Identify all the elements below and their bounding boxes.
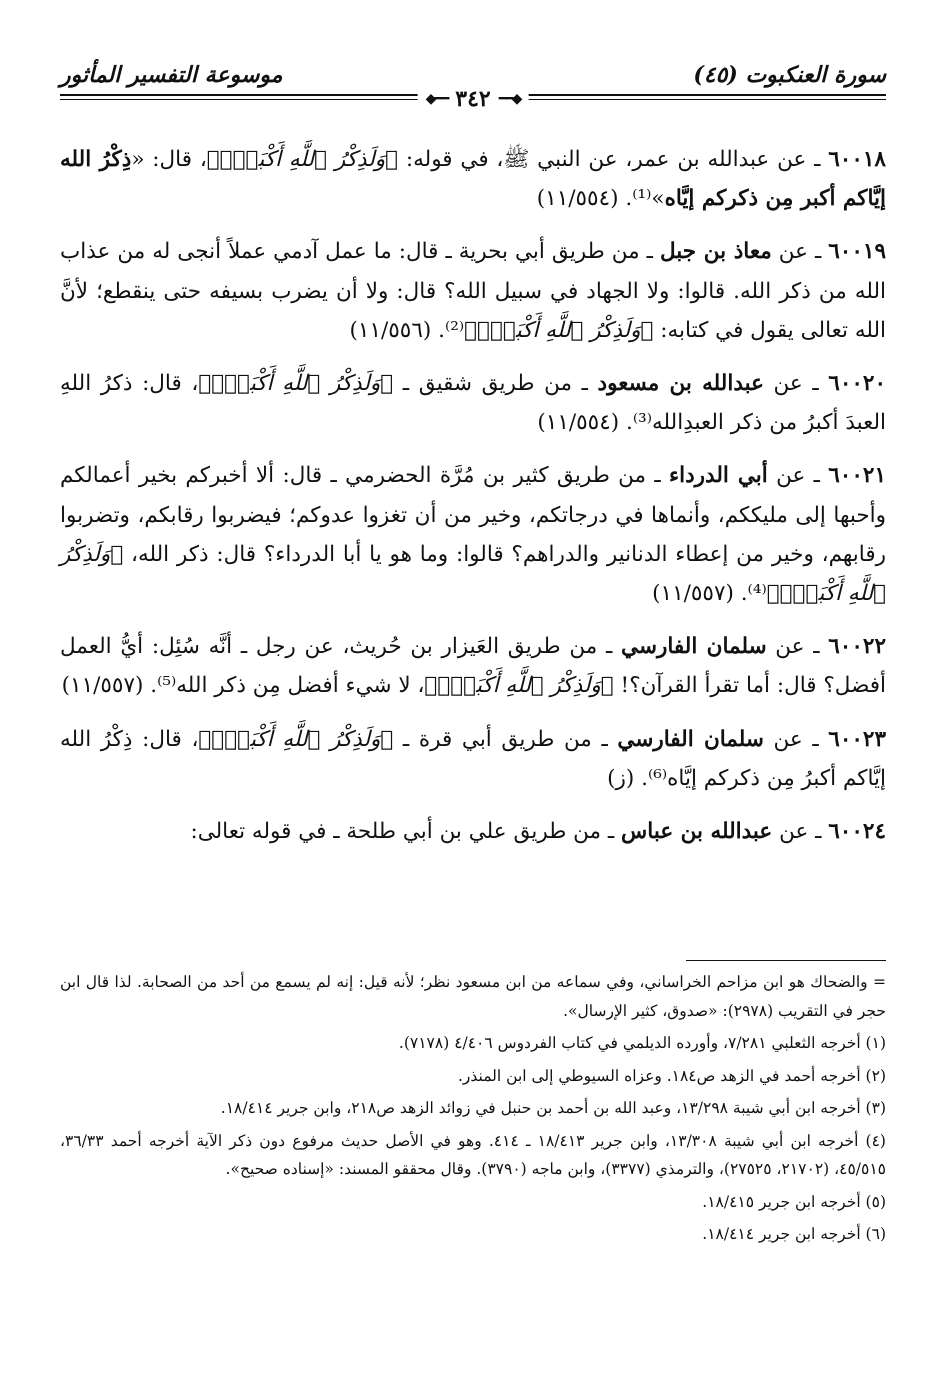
surah-title: سورة العنكبوت (٤٥) [693, 62, 886, 88]
entry [60, 140, 886, 218]
entry-number: ٦٠٠١٨ [828, 147, 886, 172]
footnote-6: (٦) أخرجه ابن جرير ١٨/٤١٤. [702, 1225, 886, 1243]
quran-quote: ﴿وَلَذِكْرُ ٱللَّهِ أَكْبَرُۗ﴾ [60, 541, 886, 607]
entry-number: ٦٠٠٢٢ [828, 634, 886, 660]
quran-quote: ﴿وَلَذِكْرُ ٱللَّهِ أَكْبَرُۗ﴾ [206, 147, 399, 172]
entry-lead: ـ عن [763, 726, 829, 752]
entry-end: ، قال: ذكرُ اللهِ العبدَ أكبرُ من ذكر العبدِالله⁽³⁾. (١١/٥٥٤) [60, 371, 886, 436]
entry-text: ـ من طريق شقيق ـ [393, 371, 598, 397]
entry-lead: ـ عن [766, 634, 829, 660]
entry-text: ـ من طريق كثير بن مُرَّة الحضرمي ـ قال: ألا أخبركم بخير أعمالكم وأحبها إلى مليككم، وأنماها في درجاتكم، وخير من أن تغزوا عدوكم؛ فيضربوا رقابكم، وتضربوا رقابهم، وخير من إعطاء الدنانير والدراهم؟ قالوا: وما هو يا أبا الدرداء؟ قال: ذكر الله، [60, 463, 886, 567]
quran-quote: ﴿وَلَذِكْرُ ٱللَّهِ أَكْبَرُۗ﴾ [198, 371, 394, 397]
book-title: موسوعة التفسير المأثور [60, 62, 283, 88]
narrator-name: سلمان الفارسي [621, 634, 767, 660]
entry-number: ٦٠٠٢١ [828, 463, 886, 489]
narrator-name: أبي الدرداء [669, 463, 768, 489]
main-text [60, 140, 886, 865]
entry-end: ⁽⁴⁾. (١١/٥٥٧) [652, 581, 767, 607]
footnote-5: (٥) أخرجه ابن جرير ١٨/٤١٥. [702, 1192, 886, 1211]
entry-end: ، لا شيء أفضل مِن ذكر الله⁽⁵⁾. (١١/٥٥٧) [61, 673, 425, 699]
footnote-separator [686, 960, 886, 961]
footnote-2: (٢) أخرجه أحمد في الزهد ص١٨٤. وعزاه السيوطي إلى ابن المنذر. [458, 1066, 886, 1085]
footnote-continued: = والضحاك هو ابن مزاحم الخراساني، وفي سماعه من ابن مسعود نظر؛ لأنه قيل: إنه لم يسمع من أحد من الصحابة. لذا قال ابن حجر في التقريب (٢٩٧٨): «صدوق، كثير الإرسال». [60, 973, 886, 1020]
page-number: ٣٤٢ [455, 86, 491, 112]
entry-lead: ـ عن [772, 819, 829, 845]
entry [60, 232, 886, 350]
ornament-right-icon: ━━◆ [498, 91, 521, 107]
entry [60, 364, 886, 442]
quran-quote: ﴿وَلَذِكْرُ ٱللَّهِ أَكْبَرُۗ﴾ [198, 726, 394, 752]
entry-text: ـ من طريق أبي بحرية ـ قال: ما عمل آدمي عملاً أنجى له من عذاب الله من ذكر الله. قالوا: ولا الجهاد في سبيل الله؟ قال: ولا أن يضرب بسيفه حتى ينقطع؛ لأنَّ الله تعالى يقول في كتابه: [60, 239, 886, 343]
entry [60, 627, 886, 705]
footnote-1: (١) أخرجه الثعلبي ٧/٢٨١، وأورده الديلمي في كتاب الفردوس ٤/٤٠٦ (٧١٧٨). [398, 1034, 886, 1052]
footnotes [60, 968, 886, 1253]
entry-end: »⁽¹⁾. (١١/٥٥٤) [536, 186, 665, 212]
footnote-4: (٤) أخرجه ابن أبي شيبة ١٣/٣٠٨، وابن جرير ١٨/٤١٣ ـ ٤١٤. وهو في الأصل حديث مرفوع دون ذكر الآية أخرجه أحمد ٣٦/٣٣، ٤٥/٥١٥، (٢١٧٠٢، ٢٧٥٢٥)، والترمذي (٣٣٧٧)، وابن ماجه (٣٧٩٠). وقال محققو المسند: «إسناده صحيح». [60, 1131, 886, 1178]
entry-text: ـ من طريق علي بن أبي طلحة ـ في قوله تعالى: [190, 819, 622, 845]
hadith-text: ذِكْرُ الله إيَّاكم أكبر مِن ذكركم إيَّاه [60, 147, 886, 212]
entry-text: ـ من طريق أبي قرة ـ [393, 726, 618, 752]
entry-end: ⁽²⁾. (١١/٥٥٦) [349, 317, 465, 343]
entry-number: ٦٠٠٢٠ [828, 371, 887, 397]
entry-tail: ، قال: « [131, 147, 207, 172]
entry-number: ٦٠٠٢٣ [828, 726, 887, 752]
entry-number: ٦٠٠١٩ [828, 239, 886, 265]
entry-lead: ـ عن [771, 239, 829, 265]
entry-lead: ـ عن [763, 371, 829, 397]
quran-quote: ﴿وَلَذِكْرُ ٱللَّهِ أَكْبَرُۗ﴾ [424, 673, 614, 699]
entry [60, 456, 886, 613]
page-number-box [418, 86, 529, 112]
narrator-name: عبدالله بن عباس [621, 819, 773, 845]
entry [60, 720, 886, 798]
entry-lead: ـ عن [767, 463, 829, 489]
page-header [60, 62, 886, 112]
entry-text: ـ من طريق العَيزار بن حُريث، عن رجل ـ أنَّه سُئِل: أيُّ العمل أفضل؟ قال: أما تقرأ القرآن؟! [60, 634, 886, 699]
ornament-left-icon: ◆━━ [425, 91, 448, 107]
narrator-name: معاذ بن جبل [659, 239, 772, 265]
entry-lead: ـ عن عبدالله بن عمر، عن النبي ﷺ، في قوله: [398, 147, 829, 172]
entry-number: ٦٠٠٢٤ [828, 819, 886, 845]
narrator-name: سلمان الفارسي [617, 726, 764, 752]
entry [60, 812, 886, 851]
quran-quote: ﴿وَلَذِكْرُ ٱللَّهِ أَكْبَرُۗ﴾ [464, 317, 654, 343]
narrator-name: عبدالله بن مسعود [597, 371, 764, 397]
entry-end: ، قال: ذِكْرُ الله إيَّاكم أكبرُ مِن ذكركم إيَّاه⁽⁶⁾. (ز) [60, 726, 886, 791]
footnote-3: (٣) أخرجه ابن أبي شيبة ١٣/٢٩٨، وعبد الله بن أحمد بن حنبل في زوائد الزهد ص٢١٨، وابن جرير ١٨/٤١٤. [220, 1099, 886, 1117]
